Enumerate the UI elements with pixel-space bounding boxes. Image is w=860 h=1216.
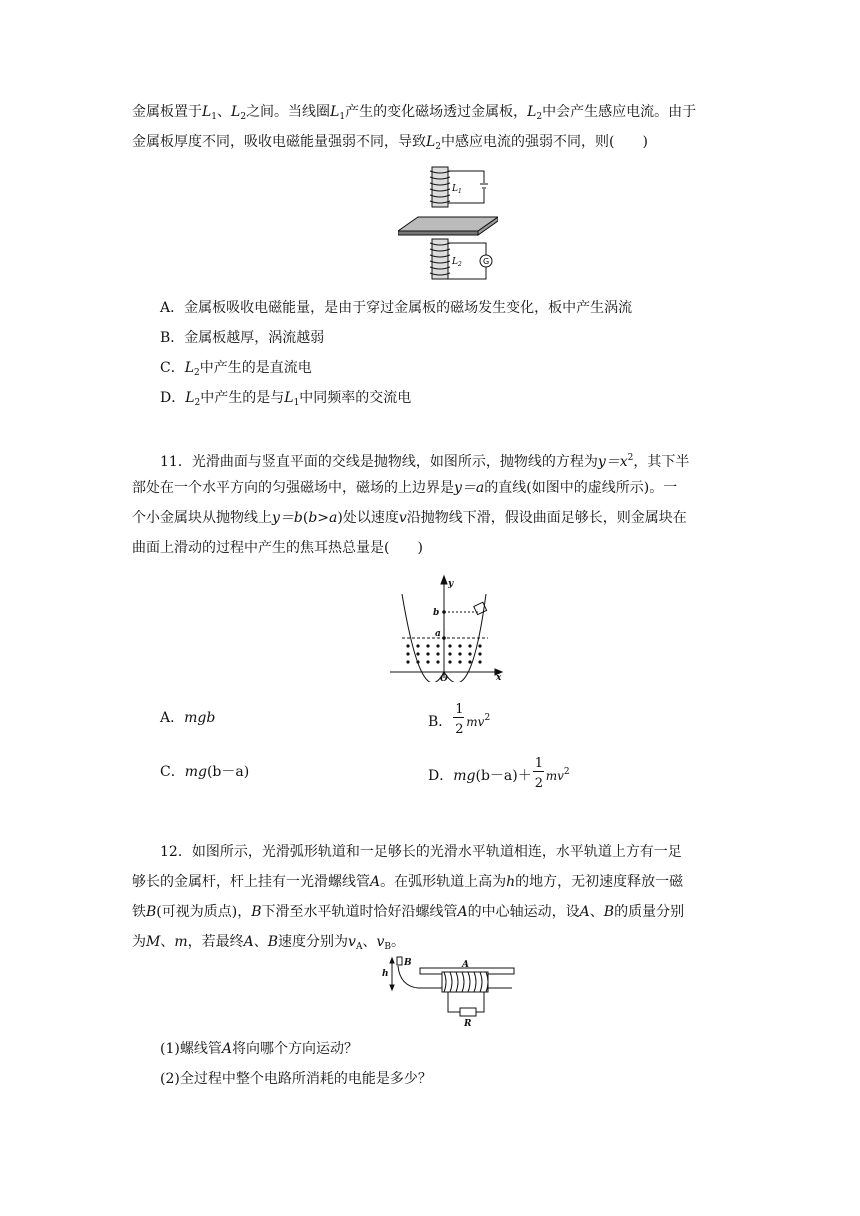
q11-line-2: 部处在一个水平方向的匀强磁场中，磁场的上边界是y＝a的直线(如图中的虚线所示)。一 [132,480,678,496]
fraction-one-half: $\frac{1}{2}$ [455,702,464,737]
q11-option-b[interactable]: B． $\frac{1}{2}$ $mv^2$ [428,702,491,737]
parabola-magnetic-field-figure [388,574,504,682]
svg-text:R: R [464,1019,472,1028]
q11-line-3: 个小金属块从抛物线上y＝b(b>a)处以速度v沿抛物线下滑，假设曲面足够长，则金属块在 [132,510,687,526]
q12-line-1: 12．如图所示，光滑弧形轨道和一足够长的光滑水平轨道相连，水平轨道上方有一足 [160,844,682,860]
svg-text:a: a [435,629,441,639]
svg-text:L2: $L_2$ [452,257,462,268]
q10-option-b[interactable]: B．金属板越厚，涡流越弱 [160,330,325,346]
q10-option-d[interactable]: D．$L_2$中产生的是与$L_1$中同频率的交流电 [160,390,412,408]
svg-text:h: h [382,969,389,979]
q11-option-c[interactable]: C．mg(b－a) [160,764,250,780]
q12-line-3: 铁B(可视为质点)，B下滑至水平轨道时恰好沿螺线管A的中心轴运动，设A、B的质量分别 [132,904,685,920]
q11-line-4: 曲面上滑动的过程中产生的焦耳热总量是( ) [132,540,423,556]
q10-option-c[interactable]: C．$L_2$中产生的是直流电 [160,360,312,378]
q10-option-a[interactable]: A．金属板吸收电磁能量，是由于穿过金属板的磁场发生变化，板中产生涡流 [160,300,633,316]
svg-text:B: B [404,958,412,968]
svg-text:O: O [440,674,448,682]
q10-line-1: 金属板置于$L_1$、$L_2$之间。当线圈$L_1$产生的变化磁场透过金属板，$L_2$中会产生感应电流。由于 [132,104,697,122]
coil-metal-plate-figure [398,163,498,283]
svg-text:y: y [448,579,454,589]
svg-text:L1: $L_1$ [452,184,462,195]
q11-option-d[interactable]: D．mg(b－a)＋ $\frac{1}{2}$ $mv^2$ [428,756,570,791]
svg-text:x: x [496,673,502,682]
q11-option-a[interactable]: A．mgb [160,710,216,726]
q10-line-2: 金属板厚度不同，吸收电磁能量强弱不同，导致$L_2$中感应电流的强弱不同，则( ) [132,134,648,152]
q12-subquestion-1: (1)螺线管A将向哪个方向运动？ [160,1041,358,1057]
q12-line-4: 为M、m，若最终A、B速度分别为$v_A$、$v_B$。 [132,934,406,952]
q12-line-2: 够长的金属杆，杆上挂有一光滑螺线管A。在弧形轨道上高为h的地方，无初速度释放一磁 [132,874,684,890]
fraction-one-half: $\frac{1}{2}$ [534,756,543,791]
q12-subquestion-2: (2)全过程中整个电路所消耗的电能是多少？ [160,1071,432,1087]
svg-text:b: b [433,608,440,618]
solenoid-magnet-track-figure [380,954,516,1028]
q11-line-1: 11．光滑曲面与竖直平面的交线是抛物线，如图所示，抛物线的方程为$y=x^2$，其下半 [160,453,690,470]
svg-text:A: A [462,960,469,970]
svg-text:G: G [483,257,490,266]
